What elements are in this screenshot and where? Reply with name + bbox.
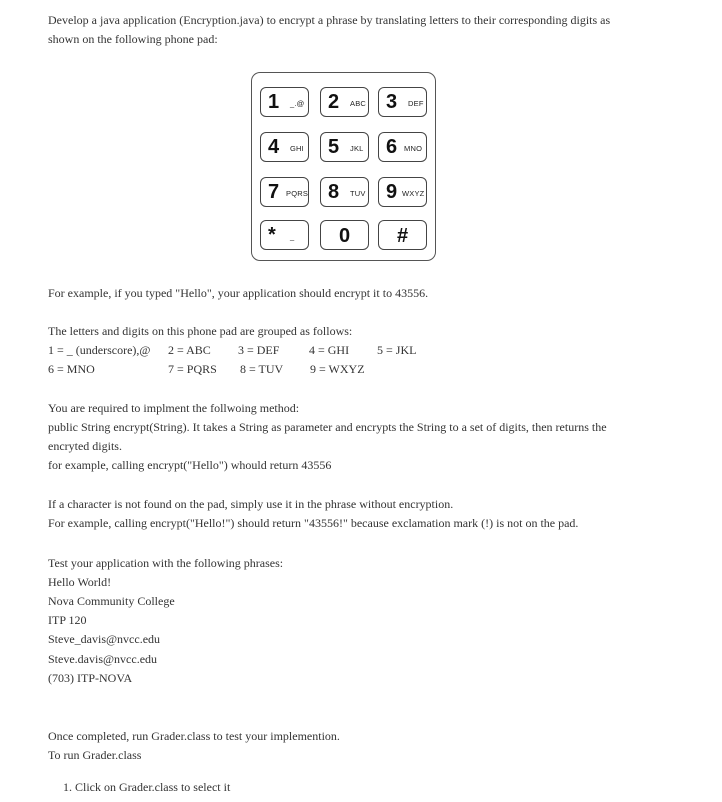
- key-1: [260, 87, 309, 117]
- method-line-2: public String encrypt(String). It takes a String as parameter and encrypts the String to a set of digits, then returns the: [48, 420, 607, 434]
- key-digit: 8: [328, 181, 340, 203]
- key-digit: #: [396, 225, 409, 247]
- notfound-line-1: If a character is not found on the pad, simply use it in the phrase without encryption.: [48, 497, 454, 511]
- key-2: [320, 87, 369, 117]
- intro-line-2: shown on the following phone pad:: [48, 32, 218, 46]
- completed-line-1: Once completed, run Grader.class to test your implemention.: [48, 729, 340, 743]
- key-digit: 7: [268, 181, 280, 203]
- notfound-line-2: For example, calling encrypt("Hello!") should return "43556!" because exclamation mark (!) is not on the pad.: [48, 516, 579, 530]
- key-digit: 3: [386, 91, 398, 113]
- test-phrase: (703) ITP-NOVA: [48, 671, 133, 685]
- key-3: [378, 87, 427, 117]
- key-digit: 2: [328, 91, 340, 113]
- key-digit: 0: [338, 225, 351, 247]
- key-letters: JKL: [350, 144, 364, 153]
- key-digit: 5: [328, 136, 340, 158]
- method-line-1: You are required to implment the follwoing method:: [48, 401, 300, 415]
- key-star: [260, 220, 309, 250]
- key-letters: _.@: [290, 99, 305, 108]
- group-item: 4 = GHI: [309, 343, 350, 357]
- key-letters: MNO: [404, 144, 423, 153]
- method-line-4: for example, calling encrypt("Hello") whould return 43556: [48, 458, 332, 472]
- key-letters: DEF: [408, 99, 424, 108]
- key-0: [320, 220, 369, 250]
- key-letters: TUV: [350, 189, 366, 198]
- group-item: 3 = DEF: [238, 343, 280, 357]
- group-item: 2 = ABC: [168, 343, 211, 357]
- test-phrase: ITP 120: [48, 613, 87, 627]
- key-letters: _: [290, 232, 295, 241]
- intro-line-1: Develop a java application (Encryption.java) to encrypt a phrase by translating letters to their corresponding digits as: [48, 13, 611, 27]
- key-5: [320, 132, 369, 162]
- test-phrase: Steve.davis@nvcc.edu: [48, 652, 158, 666]
- key-digit: 4: [268, 136, 280, 158]
- key-7: [260, 177, 309, 207]
- key-letters: GHI: [290, 144, 304, 153]
- completed-line-2: To run Grader.class: [48, 748, 142, 762]
- group-item: 1 = _ (underscore),@: [48, 343, 151, 357]
- example-text: For example, if you typed "Hello", your application should encrypt it to 43556.: [48, 286, 429, 300]
- group-item: 9 = WXYZ: [310, 362, 365, 376]
- key-hash: [378, 220, 427, 250]
- key-letters: WXYZ: [402, 189, 425, 198]
- group-item: 8 = TUV: [240, 362, 284, 376]
- test-phrase: Hello World!: [48, 575, 112, 589]
- key-digit: *: [268, 224, 276, 246]
- key-6: [378, 132, 427, 162]
- key-letters: PQRS: [286, 189, 309, 198]
- group-item: 7 = PQRS: [168, 362, 217, 376]
- key-4: [260, 132, 309, 162]
- group-item: 5 = JKL: [377, 343, 417, 357]
- groups-intro: The letters and digits on this phone pad are grouped as follows:: [48, 324, 353, 338]
- test-phrase: Nova Community College: [48, 594, 175, 608]
- test-intro: Test your application with the following phrases:: [48, 556, 284, 570]
- test-phrase: Steve_davis@nvcc.edu: [48, 632, 161, 646]
- groups-row-1: [48, 341, 416, 360]
- completed-step-1: 1. Click on Grader.class to select it: [63, 780, 231, 794]
- key-digit: 1: [268, 91, 280, 113]
- key-8: [320, 177, 369, 207]
- method-line-3: encryted digits.: [48, 439, 122, 453]
- groups-row-2: [48, 360, 365, 379]
- key-9: [378, 177, 427, 207]
- group-item: 6 = MNO: [48, 362, 95, 376]
- key-letters: ABC: [350, 99, 367, 108]
- key-digit: 6: [386, 136, 398, 158]
- key-digit: 9: [386, 181, 398, 203]
- phone-keypad-image: [251, 72, 436, 261]
